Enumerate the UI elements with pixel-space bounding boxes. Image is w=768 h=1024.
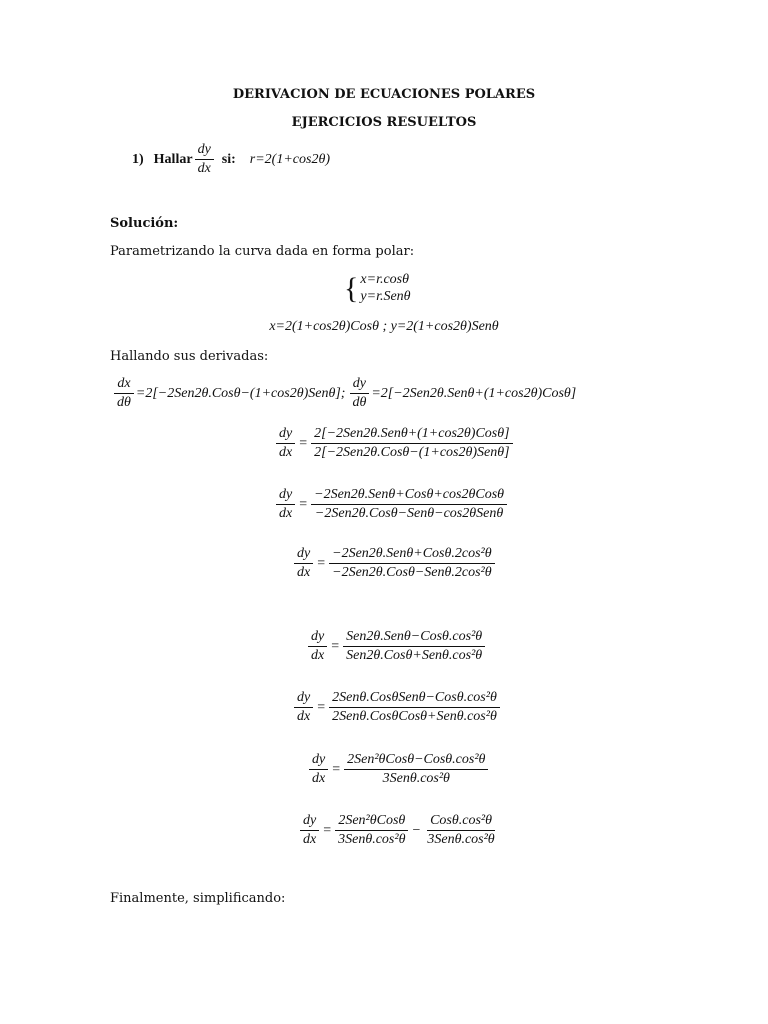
fraction-denominator: dx bbox=[297, 565, 311, 581]
fraction-denominator: dx bbox=[279, 506, 293, 522]
problem-statement bbox=[132, 142, 330, 177]
parametrize-text: Parametrizando la curva dada en forma polar: bbox=[110, 244, 415, 259]
fraction-denominator: dx bbox=[297, 709, 311, 725]
equals-sign: = bbox=[299, 435, 308, 451]
equals-sign: = bbox=[317, 699, 326, 715]
fraction-numerator: dy bbox=[294, 546, 313, 564]
problem-derivative-fraction bbox=[195, 142, 214, 177]
problem-number: 1) bbox=[132, 151, 144, 167]
fraction-denominator: Sen2θ.Cosθ+Senθ.cos²θ bbox=[346, 648, 483, 664]
dx-dtheta-fraction bbox=[114, 376, 134, 411]
system-brace: { bbox=[344, 271, 359, 305]
derivation-step-6 bbox=[307, 752, 490, 787]
derivation-step-5 bbox=[292, 690, 502, 725]
fraction-numerator: dy bbox=[276, 426, 295, 444]
fraction-numerator: Cosθ.cos²θ bbox=[427, 813, 495, 831]
equals-sign: = bbox=[299, 496, 308, 512]
fraction-numerator: −2Sen2θ.Senθ+Cosθ+cos2θCosθ bbox=[311, 487, 507, 505]
fraction-denominator: 2Senθ.CosθCosθ+Senθ.cos²θ bbox=[332, 709, 497, 725]
finally-text: Finalmente, simplificando: bbox=[110, 891, 286, 906]
fraction-numerator: dy bbox=[294, 690, 313, 708]
fraction-denominator: 3Senθ.cos²θ bbox=[338, 832, 406, 848]
fraction-numerator: 2Sen²θCosθ bbox=[335, 813, 408, 831]
fraction-denominator: −2Sen2θ.Cosθ−Senθ.2cos²θ bbox=[332, 565, 492, 581]
problem-condition: si: bbox=[221, 151, 236, 167]
document-title: DERIVACION DE ECUACIONES POLARES bbox=[232, 87, 536, 102]
fraction-numerator: Sen2θ.Senθ−Cosθ.cos²θ bbox=[343, 629, 485, 647]
fraction-numerator: dy bbox=[309, 752, 328, 770]
fraction-numerator: 2Senθ.CosθSenθ−Cosθ.cos²θ bbox=[329, 690, 500, 708]
fraction-denominator: −2Sen2θ.Cosθ−Senθ−cos2θSenθ bbox=[314, 506, 504, 522]
equals-sign: = bbox=[331, 638, 340, 654]
fraction-numerator: 2[−2Sen2θ.Senθ+(1+cos2θ)Cosθ] bbox=[311, 426, 512, 444]
parametric-derivatives bbox=[112, 376, 576, 411]
fraction-numerator: dy bbox=[300, 813, 319, 831]
equals-sign: = bbox=[332, 761, 341, 777]
system-y-equation: y=r.Senθ bbox=[360, 288, 411, 304]
parametric-line: x=2(1+cos2θ)Cosθ ; y=2(1+cos2θ)Senθ bbox=[269, 319, 499, 334]
solution-label: Solución: bbox=[110, 216, 179, 231]
fraction-numerator: 2Sen²θCosθ−Cosθ.cos²θ bbox=[344, 752, 488, 770]
document-subtitle: EJERCICIOS RESUELTOS bbox=[291, 115, 477, 130]
fraction-denominator: 3Senθ.cos²θ bbox=[427, 832, 495, 848]
equals-sign: = bbox=[317, 555, 326, 571]
dy-dtheta-expression: =2[−2Sen2θ.Senθ+(1+cos2θ)Cosθ] bbox=[371, 385, 577, 401]
minus-sign: − bbox=[412, 822, 421, 838]
fraction-denominator: dθ bbox=[117, 395, 131, 411]
fraction-numerator: dy bbox=[195, 142, 214, 160]
fraction-denominator: dx bbox=[303, 832, 317, 848]
system-x-equation: x=r.cosθ bbox=[360, 272, 410, 287]
dx-dtheta-expression: =2[−2Sen2θ.Cosθ−(1+cos2θ)Senθ]; bbox=[135, 385, 346, 401]
parametric-system bbox=[344, 272, 411, 306]
equals-sign: = bbox=[323, 822, 332, 838]
derivation-step-7 bbox=[298, 813, 500, 848]
fraction-numerator: −2Sen2θ.Senθ+Cosθ.2cos²θ bbox=[329, 546, 494, 564]
derivatives-text: Hallando sus derivadas: bbox=[110, 349, 269, 364]
fraction-denominator: dθ bbox=[352, 395, 367, 411]
derivation-step-2 bbox=[274, 487, 509, 522]
fraction-denominator: dx bbox=[197, 161, 211, 177]
fraction-denominator: dx bbox=[311, 648, 325, 664]
fraction-numerator: dy bbox=[350, 376, 369, 394]
fraction-denominator: 3Senθ.cos²θ bbox=[382, 771, 450, 787]
fraction-denominator: 2[−2Sen2θ.Cosθ−(1+cos2θ)Senθ] bbox=[314, 445, 510, 461]
derivation-step-1 bbox=[274, 426, 515, 461]
problem-verb: Hallar bbox=[153, 151, 193, 167]
derivation-step-4 bbox=[306, 629, 487, 664]
fraction-numerator: dx bbox=[114, 376, 133, 394]
fraction-numerator: dy bbox=[308, 629, 327, 647]
fraction-numerator: dy bbox=[276, 487, 295, 505]
dy-dtheta-fraction bbox=[349, 376, 369, 411]
problem-equation: r=2(1+cos2θ) bbox=[249, 151, 330, 167]
fraction-denominator: dx bbox=[279, 445, 293, 461]
fraction-denominator: dx bbox=[312, 771, 326, 787]
derivation-step-3 bbox=[292, 546, 497, 581]
